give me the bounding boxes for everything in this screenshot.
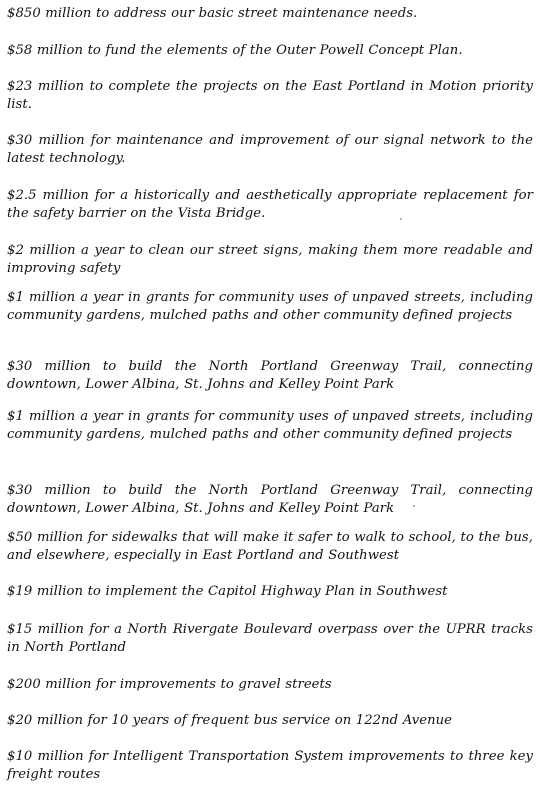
scan-speck <box>413 505 415 507</box>
list-item: $2 million a year to clean our street signs, making them more readable and improving safety <box>7 243 533 276</box>
list-item: $23 million to complete the projects on the East Portland in Motion priority list. <box>7 79 533 112</box>
list-item: $50 million for sidewalks that will make it safer to walk to school, to the bus, and elsewhere, especially in East Portland and Southwest <box>7 530 533 563</box>
list-item: $2.5 million for a historically and aesthetically appropriate replacement for the safety barrier on the Vista Bridge. <box>7 188 533 221</box>
list-item: $30 million to build the North Portland Greenway Trail, connecting downtown, Lower Albina, St. Johns and Kelley Point Park <box>7 483 533 516</box>
list-item: $1 million a year in grants for community uses of unpaved streets, including community gardens, mulched paths and other community defined projects <box>7 290 533 323</box>
scan-speck <box>400 218 402 220</box>
list-item: $850 million to address our basic street maintenance needs. <box>7 6 418 21</box>
list-item: $58 million to fund the elements of the Outer Powell Concept Plan. <box>7 43 463 58</box>
list-item: $200 million for improvements to gravel streets <box>7 677 332 692</box>
list-item: $19 million to implement the Capitol Highway Plan in Southwest <box>7 584 448 599</box>
list-item: $1 million a year in grants for community uses of unpaved streets, including community gardens, mulched paths and other community defined projects <box>7 409 533 442</box>
list-item: $30 million to build the North Portland Greenway Trail, connecting downtown, Lower Albina, St. Johns and Kelley Point Park <box>7 359 533 392</box>
list-item: $10 million for Intelligent Transportation System improvements to three key freight routes <box>7 749 533 782</box>
list-item: $20 million for 10 years of frequent bus service on 122nd Avenue <box>7 713 453 728</box>
list-item: $15 million for a North Rivergate Boulevard overpass over the UPRR tracks in North Portland <box>7 622 533 655</box>
list-item: $30 million for maintenance and improvement of our signal network to the latest technology. <box>7 133 533 166</box>
